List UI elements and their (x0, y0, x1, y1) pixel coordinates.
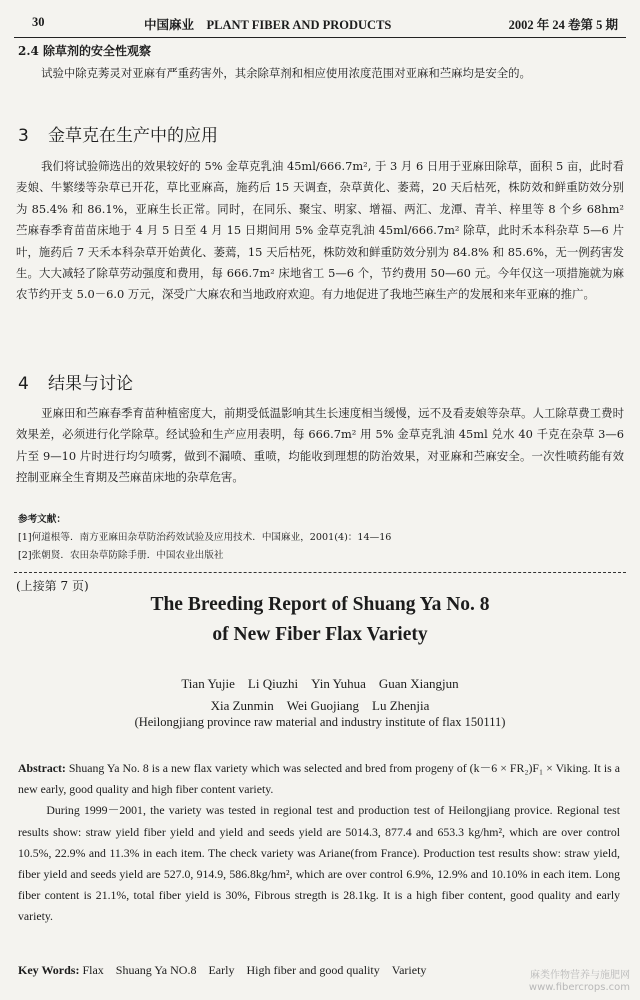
header-rule (14, 37, 626, 38)
continued-note: (上接第 7 页) (16, 579, 89, 593)
section-3-body (16, 156, 624, 306)
section-4-body (16, 403, 624, 489)
section-title: 金草克在生产中的应用 (48, 126, 218, 146)
subsection-heading: 2.4 除草剂的安全性观察 (18, 44, 152, 58)
section-heading-3 (18, 121, 218, 146)
reference-item: [2]张朝贤．农田杂草防除手册．中国农业出版社 (18, 550, 224, 561)
page-header (32, 13, 618, 33)
paragraph: 亚麻田和苎麻春季育苗种植密度大，前期受低温影响其生长速度相当缓慢，远不及看麦娘等杂草。人工除草费工费时效果差，必须进行化学除草。经试验和生产应用表明，每 666.7m² 用 5% 金草克乳油 45ml 兑水 40 千克在杂草 3—6 片至 9—10 片时进行均匀喷雾，做到不漏喷、重喷，均能收到理想的防治效果，对亚麻和苎麻安全。一次性喷药能有效控制亚麻全生育期及苎麻苗床地的杂草危害。 (16, 406, 624, 485)
article-title (0, 590, 640, 650)
section-number: 4 (18, 374, 29, 394)
abstract (18, 758, 620, 928)
watermark-line: www.fibercrops.com (528, 982, 630, 993)
volume-issue: 2002 年 24 卷第 5 期 (508, 18, 618, 32)
page-number: 30 (32, 15, 45, 29)
site-watermark (529, 970, 630, 994)
abstract-label: Abstract: (18, 761, 66, 775)
watermark-line: 麻类作物营养与施肥网 (530, 970, 630, 981)
abstract-paragraph: Shuang Ya No. 8 is a new flax variety which was selected and bred from progeny of (k－6 × FR₂)F₁ × Viking. It is a new early, good quality and high fiber content variety. (18, 761, 620, 797)
keywords (18, 961, 426, 978)
author-line: Xia Zunmin Wei Guojiang Lu Zhenjia (210, 698, 430, 713)
title-line: The Breeding Report of Shuang Ya No. 8 (150, 594, 490, 615)
section-number: 3 (18, 126, 29, 146)
section-heading-4 (18, 369, 133, 394)
author-line: Tian Yujie Li Qiuzhi Yin Yuhua Guan Xiangjun (181, 676, 459, 691)
paragraph: 我们将试验筛选出的效果较好的 5% 金草克乳油 45ml/666.7m², 于 3 月 6 日用于亚麻田除草，面积 5 亩，此时看麦娘、牛繁缕等杂草已开花，草比亚麻高，施药后 15 天调查，杂草黄化、萎蔫，20 天后枯死，株防效和鲜重防效分别为 85.4% 和 86.1%，亚麻生长正常。同时，在同乐、聚宝、明家、增福、两汇、龙潭、青羊、梓里等 8 个乡 68hm² 苎麻春季育苗苗床地于 4 月 5 日至 4 月 15 日期间用 5% 金草克乳油 45ml/666.7m² 除草，此时禾本科杂草 5—6 片叶，施药后 7 天禾本科杂草开始黄化、萎蔫，15 天后枯死，株防效和鲜重防效分别为 84.8% 和 85.6%，无一例药害发生。大大减轻了除草劳动强度和费用，每 666.7m² 床地省工 5—6 个，节约费用 50—60 元。今年仅这一项措施就为麻农节约开支 5.0－6.0 万元，深受广大麻农和当地政府欢迎。有力地促进了我地苎麻生产的发展和来年亚麻的推广。 (16, 159, 624, 302)
abstract-paragraph: During 1999－2001, the variety was tested in regional test and production test of Heilongjiang provice. Regional test results show: straw yield fiber yield and yield and seeds yield are 5014.3, 877.4 and 653.3 kg/hm², which are over control 10.5%, 22.9% and 11.3% in each item. The check variety was Ariane(from France). Production test results show: straw yield, fiber yield and seeds yield are 527.0, 914.9, 586.8kg/hm², which are over control 6.9%, 12.9% and 10.10% in each item. Long fiber content is 21.1%, total fiber yield is 30%, Fibrous stregth is 28.1kg. It is a high fiber content, good quality and early variety. (18, 803, 620, 924)
keywords-label: Key Words: (18, 963, 80, 977)
authors (0, 673, 640, 717)
journal-name: 中国麻业 PLANT FIBER AND PRODUCTS (144, 18, 392, 32)
subsection-body (16, 63, 624, 84)
title-line: of New Fiber Flax Variety (212, 624, 428, 645)
paragraph: 试验中除克莠灵对亚麻有严重药害外，其余除草剂和相应使用浓度范围对亚麻和苎麻均是安全的。 (41, 66, 531, 80)
section-divider (14, 572, 626, 573)
reference-item: [1]何道根等．南方亚麻田杂草防治药效试验及应用技术．中国麻业，2001(4)：14—16 (18, 532, 392, 543)
references (18, 511, 624, 565)
affiliation: (Heilongjiang province raw material and industry institute of flax 150111) (134, 715, 506, 729)
references-heading: 参考文献： (18, 514, 66, 525)
section-title: 结果与讨论 (48, 374, 133, 394)
keywords-text: Flax Shuang Ya NO.8 Early High fiber and good quality Variety (82, 963, 427, 977)
